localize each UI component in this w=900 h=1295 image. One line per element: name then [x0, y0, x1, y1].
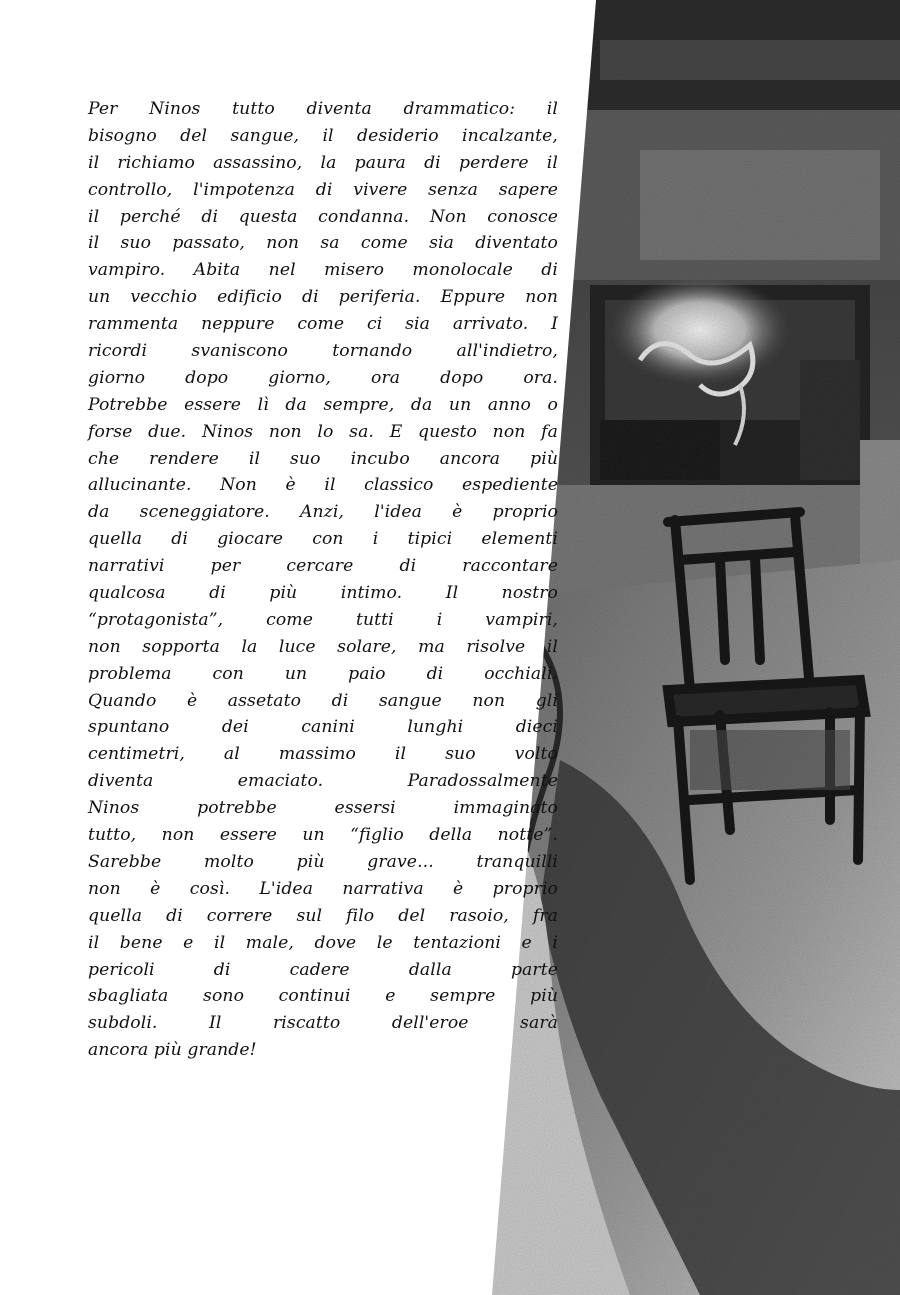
text-line: rammenta neppure come ci sia arrivato. I	[88, 314, 558, 335]
text-line: narrativi per cercare di raccontare	[88, 556, 558, 577]
text-line: subdoli. Il riscatto dell'eroe sarà	[88, 1013, 558, 1034]
text-line: problema con un paio di occhiali.	[88, 663, 558, 684]
text-line: Potrebbe essere lì da sempre, da un anno o	[88, 394, 558, 415]
text-line: forse due. Ninos non lo sa. E questo non fa	[88, 421, 558, 442]
text-line: che rendere il suo incubo ancora più	[88, 448, 558, 469]
text-line: qualcosa di più intimo. Il nostro	[88, 583, 558, 604]
text-line: controllo, l'impotenza di vivere senza sapere	[88, 179, 558, 200]
text-line: ricordi svaniscono tornando all'indietro,	[88, 341, 558, 362]
text-line: vampiro. Abita nel misero monolocale di	[88, 260, 558, 281]
text-line: spuntano dei canini lunghi dieci	[88, 717, 558, 738]
text-line: quella di giocare con i tipici elementi	[88, 529, 558, 550]
article-body	[88, 96, 558, 1064]
text-line: Quando è assetato di sangue non gli	[88, 690, 558, 711]
text-line: “protagonista”, come tutti i vampiri,	[88, 609, 558, 630]
text-line: non è così. L'idea narrativa è proprio	[88, 878, 558, 899]
text-line: bisogno del sangue, il desiderio incalzante,	[88, 125, 558, 146]
text-line: pericoli di cadere dalla parte	[88, 959, 558, 980]
text-line: da sceneggiatore. Anzi, l'idea è proprio	[88, 502, 558, 523]
text-line: il suo passato, non sa come sia diventato	[88, 233, 558, 254]
text-line: Per Ninos tutto diventa drammatico: il	[88, 99, 558, 119]
text-line: allucinante. Non è il classico espediente	[88, 475, 558, 496]
text-line: giorno dopo giorno, ora dopo ora.	[88, 367, 558, 388]
text-line: centimetri, al massimo il suo volto	[88, 744, 558, 765]
text-line: sbagliata sono continui e sempre più	[88, 986, 558, 1007]
text-line: Sarebbe molto più grave... tranquilli	[88, 851, 558, 872]
text-line: tutto, non essere un “figlio della notte”.	[88, 825, 558, 846]
text-line: diventa emaciato. Paradossalmente	[88, 771, 558, 792]
text-line: un vecchio edificio di periferia. Eppure non	[88, 287, 558, 308]
text-line: non sopporta la luce solare, ma risolve il	[88, 636, 558, 657]
text-line: il richiamo assassino, la paura di perdere il	[88, 152, 558, 173]
text-line: quella di correre sul filo del rasoio, fra	[88, 905, 558, 926]
text-line: il perché di questa condanna. Non conosce	[88, 206, 558, 227]
text-line: il bene e il male, dove le tentazioni e i	[88, 932, 558, 953]
text-line: Ninos potrebbe essersi immaginato	[88, 798, 558, 819]
text-line: ancora più grande!	[88, 1040, 257, 1061]
